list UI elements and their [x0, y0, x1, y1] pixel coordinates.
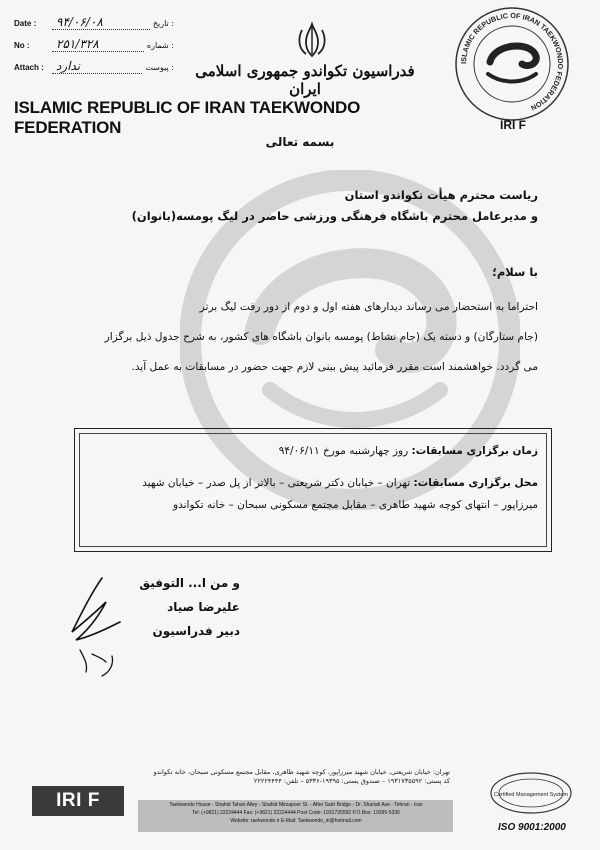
addressee-line-1: ریاست محترم هیأت تکواندو استان [344, 188, 538, 202]
footer-contact-fa-line: کد پستی: ۱۹۳۱۷۳۵۵۹۲ – صندوق پستی: ۱۹۳۹۵-۵۳۳۶ – تلفن: ۲۲۲۲۴۴۴۴ [253, 777, 450, 785]
place-label: محل برگزاری مسابقات: [413, 477, 538, 489]
schedule-time [88, 440, 538, 462]
number-label-fa: شماره : [146, 40, 174, 50]
date-label-fa: تاریخ : [152, 18, 174, 28]
logo-ring-text: ISLAMIC REPUBLIC OF IRAN TAEKWONDO FEDERATION [458, 10, 566, 113]
attach-row [14, 56, 174, 78]
iso-seal-icon [488, 770, 574, 816]
letter-meta [14, 12, 174, 78]
time-value: روز چهارشنبه مورخ ۹۴/۰۶/۱۱ [278, 445, 409, 457]
handwritten-signature [62, 572, 132, 684]
time-label: زمان برگزاری مسابقات: [411, 445, 538, 457]
date-row [14, 12, 174, 34]
footer-address-fa [150, 768, 450, 786]
closing: و من ا... التوفیق [139, 576, 240, 590]
greeting: با سلام؛ [492, 265, 538, 279]
number-row [14, 34, 174, 56]
schedule-box [74, 428, 552, 552]
schedule-place [88, 472, 538, 494]
footer-web-en-line: Website: taekwondo.ir E-Mail: Taekwondo_iri@hotmail.com [230, 818, 362, 824]
addressee-line-2: و مدیرعامل محترم باشگاه فرهنگی ورزشی حاضر در لیگ پومسه(بانوان) [131, 209, 538, 223]
attach-label-fa: پیوست : [145, 62, 174, 72]
date-value: ۹۴/۰۶/۰۸ [56, 15, 103, 29]
federation-logo-icon [452, 4, 572, 124]
body-line-1: احتراما به استحضار می رساند دیدارهای هفته اول و دوم از دور رفت لیگ برتر [199, 301, 538, 313]
letter-body [78, 292, 538, 382]
body-line-2: (جام ستارگان) و دسته یک (جام نشاط) پومسه بانوان باشگاه های کشور، به شرح جدول ذیل برگزار [104, 331, 538, 343]
footer-address-en-line: Taekwondo House - Shahid Tahari Alley - Shahid Mirzapoor St. - After Sadr Bridge - Dr. Shariati Ave - Tehran - Iran [169, 802, 423, 808]
footer-contact-en-line: Tel: (+9821) 22224444 Fax: (+9821) 22224444 Post Code: 1931735592 P.O.Box: 19395-5336 [192, 810, 400, 816]
attach-label-en: Attach : [14, 62, 44, 72]
national-emblem-icon [292, 20, 332, 60]
date-label-en: Date : [14, 18, 37, 28]
footer-address-fa-line: تهران: خیابان شریعتی، خیابان شهید میرزاپور، کوچه شهید طاهری، مقابل مجتمع مسکونی سبحان، خانه تکواندو [153, 768, 450, 776]
signer-title: دبیر فدراسیون [152, 624, 240, 638]
bismillah: بسمه تعالی [265, 135, 335, 149]
footer-address-en [142, 801, 450, 825]
logo-mark: IRI F [500, 118, 526, 132]
place-value-2: میرزاپور – انتهای کوچه شهید طاهری – مقابل مجتمع مسکونی سبحان – خانه تکواندو [173, 499, 538, 511]
number-value: ۲۵۱/۳۲۸ [56, 37, 99, 51]
federation-name-en: ISLAMIC REPUBLIC OF IRAN TAEKWONDO FEDERATION [14, 98, 361, 137]
iso-label: ISO 9001:2000 [498, 822, 566, 833]
attach-value: ندارد [56, 59, 81, 73]
place-value-1: تهران – خیابان دکتر شریعتی – بالاتر از پل صدر – خیابان شهید [142, 477, 411, 489]
number-label-en: No : [14, 40, 30, 50]
seal-text: Certified Management System [494, 792, 568, 798]
body-line-3: می گردد. خواهشمند است مقرر فرمائید پیش بینی لازم جهت حضور در مسابقات به عمل آید. [131, 361, 538, 373]
signer-name: علیرضا صیاد [167, 600, 240, 614]
federation-name-fa: فدراسیون تکواندو جمهوری اسلامی ایران [195, 62, 415, 98]
footer-logo: IRI F [32, 786, 124, 816]
